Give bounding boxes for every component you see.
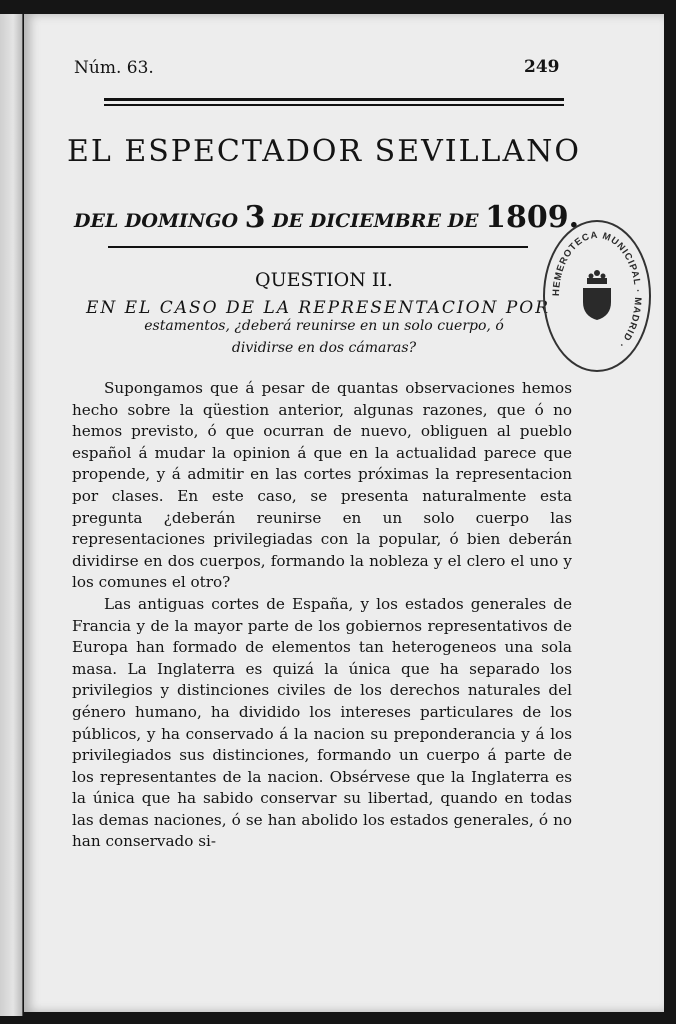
newspaper-page — [24, 14, 664, 1012]
question-subtitle: EN EL CASO DE LA REPRESENTACION POR — [85, 298, 551, 318]
double-rule-top — [104, 98, 564, 101]
stamp-text: HEMEROTECA MUNICIPAL · MADRID · — [550, 229, 644, 351]
masthead-title: EL ESPECTADOR SEVILLANO — [67, 134, 581, 169]
date-month: DE DICIEMBRE DE — [272, 210, 479, 232]
question-line-3: dividirse en dos cámaras? — [231, 340, 417, 356]
paragraph-2: Las antiguas cortes de España, y los estados generales de Francia y de la mayor parte de los gobiernos representativos de Europa han formado de elementos tan heterogeneos una sola masa. La Inglaterra es quizá la única que ha separado los privilegios y distinciones civiles de los derechos naturales del género humano, ha dividido los intereses particulares de los públicos, y ha conservado á la nacion su preponderancia y á los privilegiados sus distinciones, formando un cuerpo á parte de los representantes de la nacion. Obsérvese que la Inglaterra es la única que ha sabido conservar su libertad, quando en todas las demas naciones, ó se han abolido los estados generales, ó no han conservado si- — [72, 594, 572, 851]
dateline-rule — [108, 246, 528, 248]
question-heading: QUESTION II. — [255, 269, 393, 291]
dateline — [74, 200, 580, 235]
question-line-2: estamentos, ¿deberá reunirse en un solo cuerpo, ó — [144, 318, 504, 334]
paragraph-1: Supongamos que á pesar de quantas observaciones hemos hecho sobre la qüestion anterior, algunas razones, que ó no hemos previsto, ó que ocurran de nuevo, obliguen al pueblo español á mudar la opinion á que en la actualidad parece que propende, y á admitir en las cortes próximas la representacion por clases. En este caso, se presenta naturalmente esta pregunta ¿deberán reunirse en un solo cuerpo las representaciones privilegiadas con la popular, ó bien deberán dividirse en dos cuerpos, formando la nobleza y el clero el uno y los comunes el otro? — [72, 379, 572, 592]
date-year: 1809. — [485, 200, 580, 235]
page-number: 249 — [524, 57, 560, 77]
crown-shield-icon — [583, 270, 611, 320]
previous-page-edge — [0, 14, 23, 1016]
issue-number: Núm. 63. — [74, 58, 154, 78]
date-prefix: DEL DOMINGO — [74, 210, 239, 232]
date-day: 3 — [244, 200, 266, 235]
double-rule-bottom — [104, 104, 564, 106]
library-stamp — [543, 220, 651, 372]
article-body — [72, 378, 572, 853]
